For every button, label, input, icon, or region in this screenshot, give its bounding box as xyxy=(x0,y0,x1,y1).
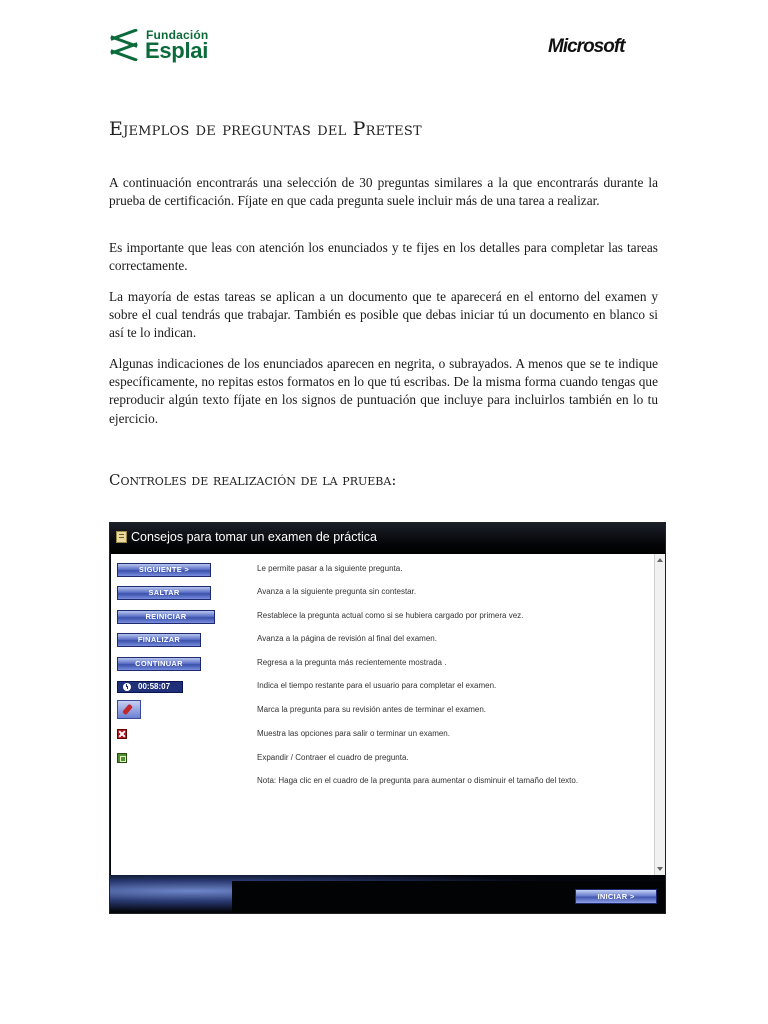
row-description: Marca la pregunta para su revisión antes de terminar el examen. xyxy=(257,705,487,714)
list-item xyxy=(111,608,654,628)
logo-text-esplai: Esplai xyxy=(145,38,209,63)
list-item xyxy=(111,561,654,581)
siguiente-button[interactable]: SIGUIENTE > xyxy=(117,563,211,577)
vertical-scrollbar[interactable] xyxy=(654,554,665,875)
timer-display xyxy=(117,681,183,693)
row-description: Restablece la pregunta actual como si se hubiera cargado por primera vez. xyxy=(257,611,524,620)
window-title-bar xyxy=(110,523,665,554)
saltar-button[interactable]: SALTAR xyxy=(117,586,211,600)
notepad-icon xyxy=(116,531,127,543)
row-description: Le permite pasar a la siguiente pregunta. xyxy=(257,564,403,573)
window-footer xyxy=(110,875,665,914)
flag-mark-icon[interactable] xyxy=(117,700,141,719)
logo-text-fundacion: Fundación xyxy=(146,28,209,42)
page-title: Ejemplos de preguntas del Pretest xyxy=(109,118,422,140)
list-item xyxy=(111,655,654,675)
row-description: Avanza a la página de revisión al final del examen. xyxy=(257,634,437,643)
esplai-logo-icon xyxy=(108,29,140,61)
row-description: Avanza a la siguiente pregunta sin contestar. xyxy=(257,587,417,596)
formatting-paragraph: Algunas indicaciones de los enunciados aparecen en negrita, o subrayados. A menos que se te indique específicamente, no repitas estos formatos en lo que tú escribas. De la misma forma cuando tengas que reproducir algún texto fíjate en los signos de puntuación que incluye para incluirlos también en lo tu ejercicio. xyxy=(109,356,658,426)
row-description: Indica el tiempo restante para el usuario para completar el examen. xyxy=(257,681,497,690)
intro-paragraph: A continuación encontrarás una selección de 30 preguntas similares a la que encontrarás durante la prueba de certificación. Fíjate en que cada pregunta suele incluir más de una tarea a realizar. xyxy=(109,175,658,209)
iniciar-button[interactable]: INICIAR > xyxy=(575,889,657,904)
scroll-up-arrow-icon[interactable] xyxy=(657,558,663,562)
note-text: Nota: Haga clic en el cuadro de la pregunta para aumentar o disminuir el tamaño del texto. xyxy=(257,776,579,785)
row-description: Regresa a la pregunta más recientemente mostrada . xyxy=(257,658,447,667)
tasks-paragraph: La mayoría de estas tareas se aplican a un documento que te aparecerá en el entorno del examen y sobre el cual tendrás que trabajar. También es posible que debas iniciar tú un documento en blanco si así te lo indican. xyxy=(109,289,658,341)
fundacion-esplai-logo xyxy=(108,28,228,68)
attention-paragraph: Es importante que leas con atención los enunciados y te fijes en los detalles para completar las tareas correctamente. xyxy=(109,240,658,274)
list-item xyxy=(111,773,654,793)
scroll-down-arrow-icon[interactable] xyxy=(657,867,663,871)
section-subtitle: Controles de realización de la prueba: xyxy=(109,471,397,489)
list-item xyxy=(111,584,654,604)
finalizar-button[interactable]: FINALIZAR xyxy=(117,633,201,647)
expand-collapse-icon[interactable] xyxy=(117,753,127,763)
exam-tips-window xyxy=(109,522,666,914)
close-x-icon[interactable] xyxy=(117,729,127,739)
window-title: Consejos para tomar un examen de práctica xyxy=(131,530,377,544)
tips-content-panel xyxy=(111,554,654,875)
list-item xyxy=(111,750,654,770)
row-description: Expandir / Contraer el cuadro de pregunta. xyxy=(257,753,409,762)
microsoft-logo: Microsoft xyxy=(548,36,625,57)
reiniciar-button[interactable]: REINICIAR xyxy=(117,610,215,624)
timer-value: 00:58:07 xyxy=(138,682,171,691)
list-item xyxy=(111,678,654,698)
continuar-button[interactable]: CONTINUAR xyxy=(117,657,201,671)
list-item xyxy=(111,726,654,746)
list-item xyxy=(111,631,654,651)
clock-icon xyxy=(123,683,131,691)
row-description: Muestra las opciones para salir o terminar un examen. xyxy=(257,729,450,738)
list-item xyxy=(111,702,654,722)
